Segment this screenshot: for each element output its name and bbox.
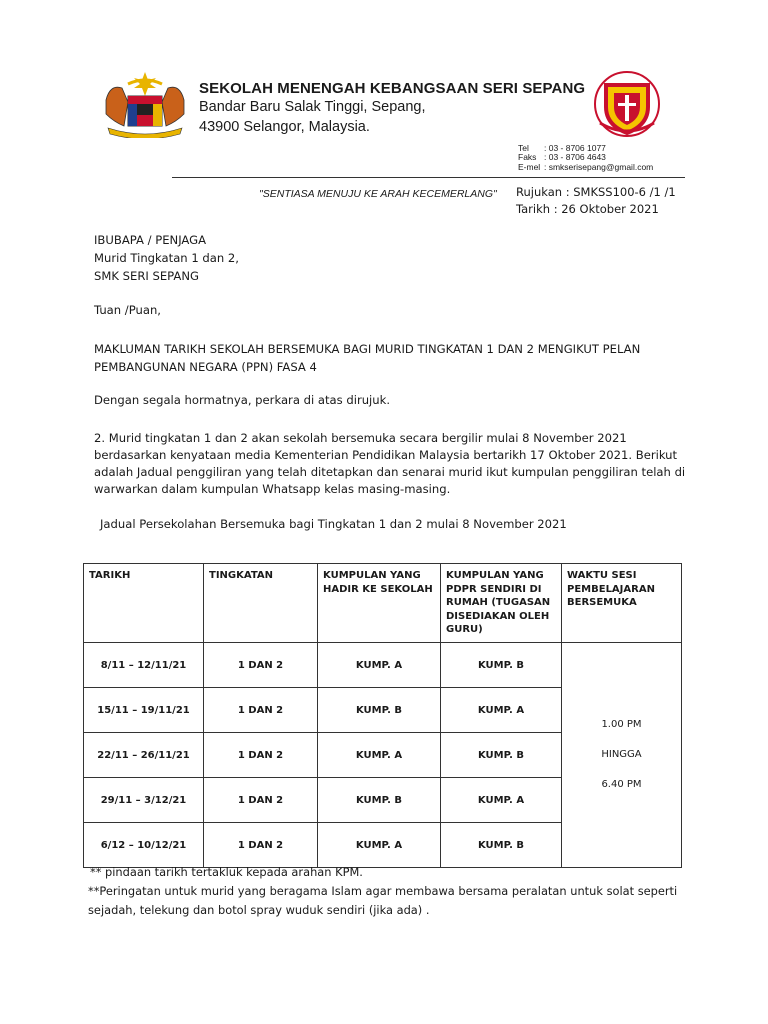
contact-tel: Tel : 03 - 8706 1077 — [518, 143, 606, 153]
table-row — [84, 643, 682, 688]
waktu-start: 1.00 PM — [601, 719, 642, 730]
cell-tarikh: 15/11 – 19/11/21 — [84, 688, 204, 733]
cell-tarikh: 6/12 – 10/12/21 — [84, 823, 204, 868]
cell-waktu-sesi — [562, 643, 682, 868]
paragraph-2-line-2: berdasarkan kenyataan media Kementerian Pendidikan Malaysia bertarikh 17 Oktober 2021. Berikut — [94, 448, 678, 462]
salutation: Tuan /Puan, — [94, 303, 161, 317]
cell-hadir: KUMP. A — [318, 643, 441, 688]
contact-email: E-mel : smkserisepang@gmail.com — [518, 162, 654, 172]
cell-tarikh: 8/11 – 12/11/21 — [84, 643, 204, 688]
letter-date: Tarikh : 26 Oktober 2021 — [516, 202, 659, 216]
note-reminder-line-2: sejadah, telekung dan botol spray wuduk sendiri (jika ada) . — [88, 903, 430, 917]
cell-tingkatan: 1 DAN 2 — [204, 688, 318, 733]
school-crest-logo — [594, 71, 660, 137]
address-line-1: Bandar Baru Salak Tinggi, Sepang, — [199, 99, 426, 115]
waktu-end: 6.40 PM — [601, 779, 642, 790]
cell-pdpr: KUMP. A — [441, 688, 562, 733]
cell-tarikh: 22/11 – 26/11/21 — [84, 733, 204, 778]
cell-pdpr: KUMP. B — [441, 733, 562, 778]
recipient-line-1: IBUBAPA / PENJAGA — [94, 233, 207, 247]
cell-hadir: KUMP. A — [318, 823, 441, 868]
cell-pdpr: KUMP. B — [441, 823, 562, 868]
note-reminder-line-1: **Peringatan untuk murid yang beragama Islam agar membawa bersama peralatan untuk solat seperti — [88, 884, 678, 898]
school-motto: "SENTIASA MENUJU KE ARAH KECEMERLANG" — [259, 188, 497, 200]
header-hadir: KUMPULAN YANG HADIR KE SEKOLAH — [318, 564, 441, 643]
header-pdpr: KUMPULAN YANG PDPR SENDIRI DI RUMAH (TUGASAN DISEDIAKAN OLEH GURU) — [441, 564, 562, 643]
paragraph-2-line-3: adalah Jadual penggiliran yang telah ditetapkan dan senarai murid ikut kumpulan penggiliran telah di — [94, 465, 686, 479]
waktu-separator: HINGGA — [601, 749, 642, 760]
cell-tingkatan: 1 DAN 2 — [204, 643, 318, 688]
table-caption: Jadual Persekolahan Bersemuka bagi Tingkatan 1 dan 2 mulai 8 November 2021 — [100, 517, 567, 531]
header-divider — [172, 177, 685, 178]
header-waktu: WAKTU SESI PEMBELAJARAN BERSEMUKA — [562, 564, 682, 643]
cell-pdpr: KUMP. A — [441, 778, 562, 823]
schedule-table — [83, 563, 682, 868]
contact-fax: Faks : 03 - 8706 4643 — [518, 152, 606, 162]
header-tingkatan: TINGKATAN — [204, 564, 318, 643]
school-name: SEKOLAH MENENGAH KEBANGSAAN SERI SEPANG — [199, 80, 586, 97]
header-tarikh: TARIKH — [84, 564, 204, 643]
cell-hadir: KUMP. B — [318, 688, 441, 733]
recipient-line-3: SMK SERI SEPANG — [94, 269, 200, 283]
cell-hadir: KUMP. A — [318, 733, 441, 778]
paragraph-2-line-4: warwarkan dalam kumpulan Whatsapp kelas masing-masing. — [94, 482, 451, 496]
cell-hadir: KUMP. B — [318, 778, 441, 823]
reference-number: Rujukan : SMKSS100-6 /1 /1 — [516, 185, 676, 199]
recipient-line-2: Murid Tingkatan 1 dan 2, — [94, 251, 239, 265]
coat-of-arms-logo — [98, 70, 192, 138]
note-amendment: ** pindaan tarikh tertakluk kepada arahan KPM. — [90, 865, 363, 879]
cell-pdpr: KUMP. B — [441, 643, 562, 688]
address-line-2: 43900 Selangor, Malaysia. — [199, 119, 370, 135]
subject-line-1: MAKLUMAN TARIKH SEKOLAH BERSEMUKA BAGI MURID TINGKATAN 1 DAN 2 MENGIKUT PELAN — [94, 342, 641, 356]
cell-tingkatan: 1 DAN 2 — [204, 778, 318, 823]
subject-line-2: PEMBANGUNAN NEGARA (PPN) FASA 4 — [94, 360, 317, 374]
table-header-row — [84, 564, 682, 643]
cell-tingkatan: 1 DAN 2 — [204, 823, 318, 868]
cell-tingkatan: 1 DAN 2 — [204, 733, 318, 778]
opening-sentence: Dengan segala hormatnya, perkara di atas dirujuk. — [94, 393, 391, 407]
paragraph-2-line-1: 2. Murid tingkatan 1 dan 2 akan sekolah bersemuka secara bergilir mulai 8 November 2021 — [94, 431, 627, 445]
cell-tarikh: 29/11 – 3/12/21 — [84, 778, 204, 823]
